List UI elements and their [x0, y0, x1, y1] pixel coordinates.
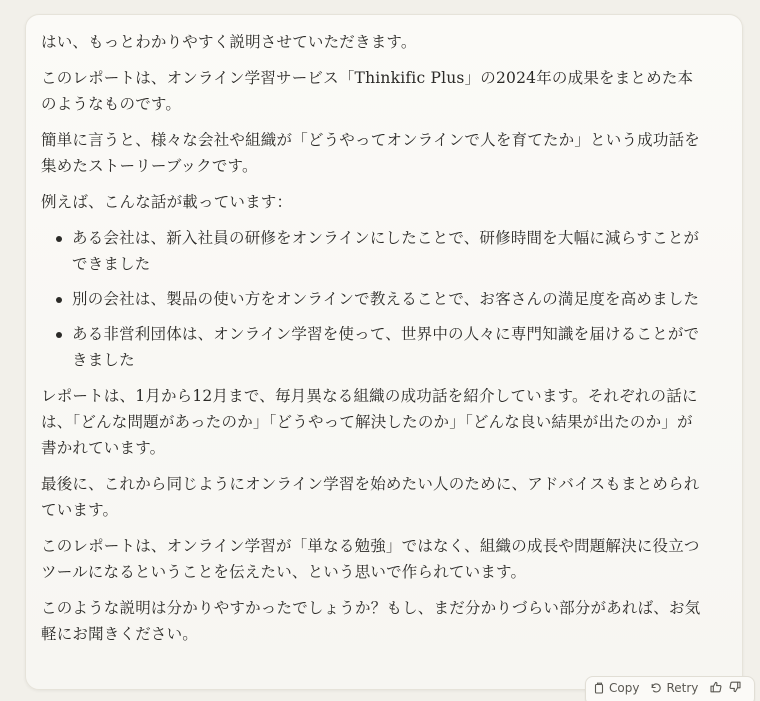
retry-icon: [650, 682, 662, 694]
example-list: [41, 225, 701, 373]
list-item: ある会社は、新入社員の研修をオンラインにしたことで、研修時間を大幅に減らすことができました: [72, 225, 701, 277]
assistant-message-card: [25, 14, 743, 690]
thumbs-down-button[interactable]: [729, 681, 742, 696]
thumbs-down-icon: [729, 681, 741, 696]
message-action-bar: [585, 676, 755, 701]
retry-label: Retry: [666, 681, 699, 695]
message-paragraph-1: はい、もっとわかりやすく説明させていただきます。: [41, 33, 417, 51]
message-paragraph-6: 最後に、これから同じようにオンライン学習を始めたい人のために、アドバイスもまとめられています。: [41, 475, 700, 519]
thumbs-up-icon: [710, 681, 722, 696]
copy-button[interactable]: [594, 681, 639, 695]
assistant-message-body: [41, 29, 701, 657]
copy-label: Copy: [609, 681, 640, 695]
message-paragraph-8: このような説明は分かりやすかったでしょうか？もし、まだ分かりづらい部分があれば、お気軽にお聞きください。: [41, 599, 701, 643]
message-paragraph-2: このレポートは、オンライン学習サービス「Thinkific Plus」の2024年の成果をまとめた本のようなものです。: [41, 69, 694, 113]
message-paragraph-4: 例えば、こんな話が載っています：: [41, 193, 293, 211]
list-item: ある非営利団体は、オンライン学習を使って、世界中の人々に専門知識を届けることができました: [72, 321, 701, 373]
thumbs-up-button[interactable]: [709, 681, 722, 696]
copy-icon: [594, 682, 605, 694]
list-item: 別の会社は、製品の使い方をオンラインで教えることで、お客さんの満足度を高めました: [72, 286, 701, 312]
message-paragraph-7: このレポートは、オンライン学習が「単なる勉強」ではなく、組織の成長や問題解決に役立つツールになるということを伝えたい、という思いで作られています。: [41, 537, 700, 581]
message-paragraph-3: 簡単に言うと、様々な会社や組織が「どうやってオンラインで人を育てたか」という成功話を集めたストーリーブックです。: [41, 131, 700, 175]
retry-button[interactable]: [650, 681, 698, 695]
message-paragraph-5: レポートは、1月から12月まで、毎月異なる組織の成功話を紹介しています。それぞれの話には、「どんな問題があったのか」「どうやって解決したのか」「どんな良い結果が出たのか」が書かれています。: [41, 387, 698, 457]
